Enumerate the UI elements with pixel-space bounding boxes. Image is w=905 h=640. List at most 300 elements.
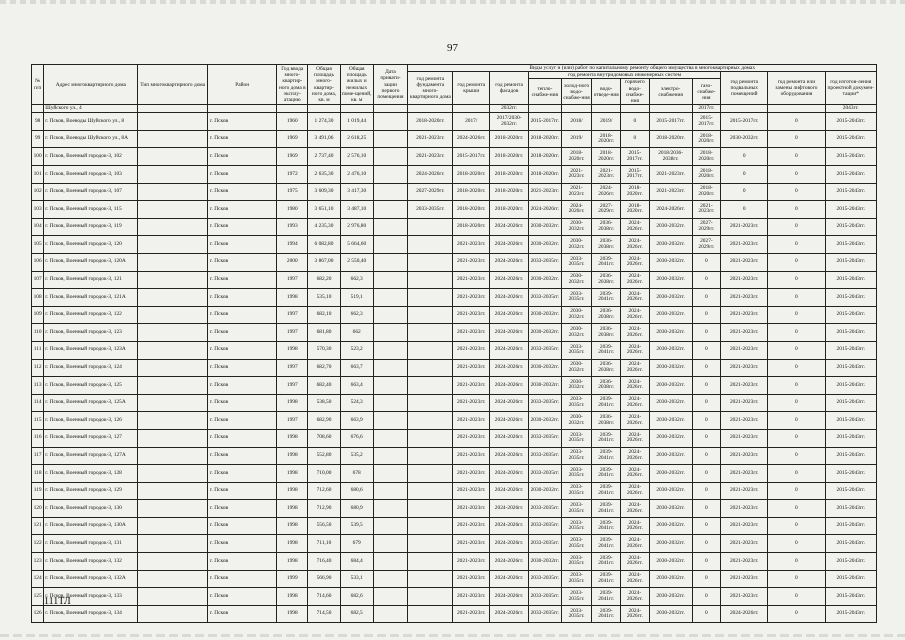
row-cold-water: 2033-2035гг. (561, 465, 592, 483)
row-type (138, 271, 208, 289)
row-cold-water: 2030-2032гг. (561, 324, 592, 342)
row-area-living: 682,6 (340, 588, 373, 606)
row-area-living: 662,3 (340, 306, 373, 324)
row-electro: 2030-2032гг. (649, 570, 692, 588)
row-foundation (408, 535, 453, 553)
row-area-total: 682,70 (308, 359, 341, 377)
row-facade: 2017/2030-2032гг. (490, 113, 529, 131)
row-rayon: г. Псков (207, 465, 277, 483)
row-gas: 0 (692, 517, 721, 535)
row-number: 125 (32, 588, 44, 606)
header-electro: электро-снабжения (649, 79, 692, 105)
row-electro: 2030-2032гг. (649, 482, 692, 500)
row-area-total: 4 235,30 (308, 218, 341, 236)
row-roof: 2021-2023гг. (453, 306, 490, 324)
row-area-total: 3 491,06 (308, 130, 341, 148)
row-rayon: г. Псков (207, 500, 277, 518)
row-facade: 2024-2026гг. (490, 429, 529, 447)
row-rayon: г. Псков (207, 553, 277, 571)
row-basement: 2021-2023гг. (721, 394, 768, 412)
row-facade: 2018-2020гг. (490, 201, 529, 219)
row-foundation: 2018-2020гг. (408, 113, 453, 131)
row-gas: 0 (692, 605, 721, 623)
row-privatization (373, 289, 408, 307)
row-area-total: 2 635,30 (308, 166, 341, 184)
row-hot-water: 2024-2026гг. (621, 535, 650, 553)
row-foundation (408, 394, 453, 412)
partial-address: Шуйского ул., 4 (44, 105, 138, 113)
row-number: 108 (32, 289, 44, 307)
row-gas: 0 (692, 588, 721, 606)
row-address: г. Псков, Военный городок-3, 122 (44, 306, 138, 324)
row-cold-water: 2033-2035гг. (561, 253, 592, 271)
table-row (32, 465, 877, 483)
scan-top-edge (0, 0, 905, 4)
row-electro: 2018-2020гг. (649, 130, 692, 148)
row-rayon: г. Псков (207, 341, 277, 359)
header-privatization: Дата привати-зации первого помещения (373, 65, 408, 105)
table-row (32, 130, 877, 148)
row-year: 1998 (277, 394, 308, 412)
table-row-partial (32, 105, 877, 113)
row-roof: 2018-2020гг. (453, 183, 490, 201)
row-facade: 2024-2026гг. (490, 588, 529, 606)
row-type (138, 605, 208, 623)
row-year: 1969 (277, 148, 308, 166)
row-hot-water: 2018-2020гг. (621, 201, 650, 219)
row-gas: 2018-2020гг. (692, 166, 721, 184)
row-hot-water: 2024-2026гг. (621, 236, 650, 254)
row-address: г. Псков, Военный городок-3, 130А (44, 517, 138, 535)
row-hot-water: 2024-2026гг. (621, 394, 650, 412)
row-roof: 2021-2023гг. (453, 517, 490, 535)
row-cold-water: 2024-2026гг. (561, 201, 592, 219)
row-address: г. Псков, Военный городок-3, 126 (44, 412, 138, 430)
row-facade: 2024-2026гг. (490, 359, 529, 377)
row-heat: 2033-2035гг. (529, 500, 562, 518)
row-area-total: 556,50 (308, 517, 341, 535)
row-foundation (408, 570, 453, 588)
row-area-living: 1 019,44 (340, 113, 373, 131)
row-gas: 0 (692, 482, 721, 500)
row-address: г. Псков, Военный городок-3, 127А (44, 447, 138, 465)
row-area-living: 663,9 (340, 412, 373, 430)
header-facade: год ремонта фасадов (490, 72, 529, 105)
row-heat: 2033-2035гг. (529, 253, 562, 271)
row-privatization (373, 500, 408, 518)
row-area-living: 2 976,80 (340, 218, 373, 236)
row-number: 116 (32, 429, 44, 447)
row-hot-water: 2024-2026гг. (621, 588, 650, 606)
row-area-living: 3 487,10 (340, 201, 373, 219)
row-area-total: 681,80 (308, 324, 341, 342)
table-row (32, 517, 877, 535)
row-number: 118 (32, 465, 44, 483)
row-year: 1998 (277, 517, 308, 535)
row-lift: 0 (768, 201, 825, 219)
row-year: 1997 (277, 412, 308, 430)
header-cold-water: холод-ного водо-снабже-ния (561, 79, 592, 105)
row-lift: 0 (768, 183, 825, 201)
row-gas: 0 (692, 429, 721, 447)
row-foundation (408, 482, 453, 500)
row-docs: 2015-2043гг. (825, 201, 876, 219)
row-basement: 2021-2023гг. (721, 535, 768, 553)
row-heat: 2033-2035гг. (529, 588, 562, 606)
row-basement: 2021-2023гг. (721, 482, 768, 500)
row-address: г. Псков, Военный городок-3, 123А (44, 341, 138, 359)
row-electro: 2030-2032гг. (649, 324, 692, 342)
table-row (32, 271, 877, 289)
row-heat: 2015-2017гг. (529, 113, 562, 131)
row-address: г. Псков, Военный городок-3, 125А (44, 394, 138, 412)
row-docs: 2015-2043гг. (825, 394, 876, 412)
row-lift: 0 (768, 218, 825, 236)
row-address: г. Псков, Военный городок-3, 128 (44, 465, 138, 483)
row-electro: 2030-2032гг. (649, 429, 692, 447)
table-row (32, 605, 877, 623)
row-gas: 0 (692, 359, 721, 377)
row-basement: 2021-2023гг. (721, 500, 768, 518)
row-basement: 0 (721, 201, 768, 219)
row-hot-water: 2024-2026гг. (621, 377, 650, 395)
row-roof: 2021-2023гг. (453, 500, 490, 518)
row-heat: 2033-2035гг. (529, 394, 562, 412)
row-electro: 2030-2032гг. (649, 236, 692, 254)
row-area-total: 714,50 (308, 605, 341, 623)
row-sewer: 2039-2041гг. (592, 517, 621, 535)
row-docs: 2015-2043гг. (825, 517, 876, 535)
row-roof: 2021-2023гг. (453, 535, 490, 553)
row-number: 124 (32, 570, 44, 588)
row-number: 106 (32, 253, 44, 271)
row-facade: 2024-2026гг. (490, 377, 529, 395)
row-type (138, 517, 208, 535)
row-lift: 0 (768, 306, 825, 324)
row-sewer: 2039-2041гг. (592, 447, 621, 465)
header-foundation: год ремонта фундамента много-квартирного дома (408, 72, 453, 105)
row-foundation (408, 324, 453, 342)
row-gas: 2027-2029гг. (692, 218, 721, 236)
row-heat: 2030-2032гг. (529, 306, 562, 324)
row-roof: 2021-2023гг. (453, 570, 490, 588)
row-area-total: 566,90 (308, 570, 341, 588)
row-number: 126 (32, 605, 44, 623)
row-lift: 0 (768, 517, 825, 535)
row-gas: 2018-2020гг. (692, 130, 721, 148)
row-privatization (373, 535, 408, 553)
row-foundation (408, 500, 453, 518)
row-roof: 2021-2023гг. (453, 553, 490, 571)
row-area-living: 676,6 (340, 429, 373, 447)
row-area-total: 682,20 (308, 271, 341, 289)
row-cold-water: 2033-2035гг. (561, 500, 592, 518)
row-basement: 2021-2023гг. (721, 377, 768, 395)
row-number: 105 (32, 236, 44, 254)
row-roof: 2021-2023гг. (453, 289, 490, 307)
row-lift: 0 (768, 289, 825, 307)
row-gas: 0 (692, 570, 721, 588)
table-row (32, 218, 877, 236)
row-privatization (373, 324, 408, 342)
row-rayon: г. Псков (207, 517, 277, 535)
row-area-living: 524,3 (340, 394, 373, 412)
row-hot-water: 0 (621, 130, 650, 148)
row-area-total: 6 082,80 (308, 236, 341, 254)
row-foundation (408, 429, 453, 447)
row-privatization (373, 517, 408, 535)
row-foundation (408, 605, 453, 623)
row-year: 1975 (277, 183, 308, 201)
row-basement: 2021-2023гг. (721, 271, 768, 289)
row-facade: 2024-2026гг. (490, 482, 529, 500)
row-cold-water: 2033-2035гг. (561, 570, 592, 588)
row-sewer: 2039-2041гг. (592, 289, 621, 307)
row-docs: 2015-2043гг. (825, 130, 876, 148)
row-area-living: 663,4 (340, 377, 373, 395)
footer-code: 111ТЛ (44, 596, 71, 607)
row-facade: 2024-2026гг. (490, 412, 529, 430)
row-sewer: 2039-2041гг. (592, 588, 621, 606)
row-cold-water: 2033-2035гг. (561, 429, 592, 447)
row-basement: 2021-2023гг. (721, 218, 768, 236)
table-row (32, 236, 877, 254)
row-type (138, 324, 208, 342)
row-rayon: г. Псков (207, 113, 277, 131)
row-roof: 2021-2023гг. (453, 588, 490, 606)
row-cold-water: 2033-2035гг. (561, 289, 592, 307)
row-year: 1998 (277, 500, 308, 518)
row-roof: 2021-2023гг. (453, 271, 490, 289)
row-area-total: 708,60 (308, 429, 341, 447)
row-electro: 2030-2032гг. (649, 289, 692, 307)
row-rayon: г. Псков (207, 482, 277, 500)
header-systems: год ремонта внутридомовых инженерных систем (529, 72, 721, 79)
row-roof: 2021-2023гг. (453, 324, 490, 342)
row-heat: 2018-2020гг. (529, 166, 562, 184)
row-hot-water: 0 (621, 113, 650, 131)
row-hot-water: 2024-2026гг. (621, 271, 650, 289)
row-sewer: 2036-2038гг. (592, 236, 621, 254)
row-gas: 0 (692, 447, 721, 465)
row-area-total: 570,30 (308, 341, 341, 359)
row-cold-water: 2033-2035гг. (561, 341, 592, 359)
row-rayon: г. Псков (207, 130, 277, 148)
row-gas: 0 (692, 271, 721, 289)
row-cold-water: 2030-2032гг. (561, 236, 592, 254)
row-foundation (408, 447, 453, 465)
row-electro: 2030-2032гг. (649, 271, 692, 289)
row-number: 102 (32, 183, 44, 201)
row-lift: 0 (768, 447, 825, 465)
header-gas: газо-снабже-ния (692, 79, 721, 105)
row-year: 1998 (277, 289, 308, 307)
row-area-living: 539,5 (340, 517, 373, 535)
row-rayon: г. Псков (207, 306, 277, 324)
row-type (138, 236, 208, 254)
row-area-living: 678 (340, 465, 373, 483)
row-address: г. Псков, Военный городок-3, 127 (44, 429, 138, 447)
row-type (138, 359, 208, 377)
row-docs: 2015-2043гг. (825, 113, 876, 131)
row-basement: 2021-2023гг. (721, 429, 768, 447)
row-electro: 2030-2032гг. (649, 553, 692, 571)
row-cold-water: 2019/ (561, 130, 592, 148)
row-sewer: 2039-2041гг. (592, 465, 621, 483)
row-privatization (373, 482, 408, 500)
row-facade: 2018-2020гг. (490, 130, 529, 148)
row-rayon: г. Псков (207, 359, 277, 377)
row-area-living: 5 664,60 (340, 236, 373, 254)
row-rayon: г. Псков (207, 394, 277, 412)
row-foundation (408, 517, 453, 535)
table-row (32, 447, 877, 465)
row-docs: 2015-2043гг. (825, 605, 876, 623)
row-foundation (408, 218, 453, 236)
row-type (138, 130, 208, 148)
row-foundation (408, 341, 453, 359)
header-docs: год изготов-ления проектной докумен-тации* (825, 72, 876, 105)
row-facade: 2018-2020гг. (490, 166, 529, 184)
row-year: 1993 (277, 218, 308, 236)
row-heat: 2030-2032гг. (529, 553, 562, 571)
row-sewer: 2036-2038гг. (592, 377, 621, 395)
row-rayon: г. Псков (207, 289, 277, 307)
row-cold-water: 2018/ (561, 113, 592, 131)
row-docs: 2015-2043гг. (825, 166, 876, 184)
row-address: г. Псков, Военный городок-3, 133 (44, 588, 138, 606)
row-lift: 0 (768, 465, 825, 483)
row-roof: 2021-2023гг. (453, 253, 490, 271)
row-privatization (373, 553, 408, 571)
row-year: 1998 (277, 535, 308, 553)
row-address: г. Псков, Военный городок-3, 103 (44, 166, 138, 184)
table-header (32, 65, 877, 105)
table-row (32, 289, 877, 307)
row-cold-water: 2033-2035гг. (561, 482, 592, 500)
row-electro: 2030-2032гг. (649, 500, 692, 518)
row-basement: 2021-2023гг. (721, 570, 768, 588)
row-type (138, 253, 208, 271)
row-type (138, 218, 208, 236)
row-privatization (373, 588, 408, 606)
row-year: 1999 (277, 570, 308, 588)
row-privatization (373, 570, 408, 588)
row-privatization (373, 377, 408, 395)
header-address: Адрес многоквартирного дома (44, 65, 138, 105)
row-hot-water: 2018-2020гг. (621, 183, 650, 201)
row-docs: 2015-2043гг. (825, 271, 876, 289)
header-roof: год ремонта крыши (453, 72, 490, 105)
table-row (32, 553, 877, 571)
row-docs: 2015-2043гг. (825, 553, 876, 571)
row-basement: 0 (721, 183, 768, 201)
row-docs: 2015-2043гг. (825, 447, 876, 465)
row-rayon: г. Псков (207, 377, 277, 395)
row-lift: 0 (768, 113, 825, 131)
row-year: 1998 (277, 482, 308, 500)
row-basement: 2021-2023гг. (721, 588, 768, 606)
row-rayon: г. Псков (207, 324, 277, 342)
row-number: 121 (32, 517, 44, 535)
row-heat: 2018-2020гг. (529, 148, 562, 166)
row-address: г. Псков, Военный городок-3, 120А (44, 253, 138, 271)
row-roof: 2015-2017гг. (453, 148, 490, 166)
row-sewer: 2018-2020гг. (592, 148, 621, 166)
row-cold-water: 2030-2032гг. (561, 412, 592, 430)
row-lift: 0 (768, 130, 825, 148)
row-sewer: 2027-2029гг. (592, 201, 621, 219)
row-sewer: 2039-2041гг. (592, 253, 621, 271)
row-heat: 2030-2032гг. (529, 324, 562, 342)
row-heat: 2033-2035гг. (529, 341, 562, 359)
row-type (138, 588, 208, 606)
row-privatization (373, 166, 408, 184)
row-facade: 2024-2026гг. (490, 605, 529, 623)
row-address: г. Псков, Военный городок-3, 120 (44, 236, 138, 254)
row-type (138, 500, 208, 518)
row-rayon: г. Псков (207, 429, 277, 447)
row-hot-water: 2024-2026гг. (621, 253, 650, 271)
row-lift: 0 (768, 377, 825, 395)
row-roof: 2021-2023гг. (453, 412, 490, 430)
row-facade: 2024-2026гг. (490, 306, 529, 324)
row-basement: 2024-2026гг. (721, 605, 768, 623)
row-basement: 2021-2023гг. (721, 465, 768, 483)
row-facade: 2024-2026гг. (490, 218, 529, 236)
row-docs: 2015-2043гг. (825, 482, 876, 500)
row-cold-water: 2030-2032гг. (561, 359, 592, 377)
row-basement: 0 (721, 148, 768, 166)
row-foundation: 2027-2029гг. (408, 183, 453, 201)
row-lift: 0 (768, 253, 825, 271)
row-roof: 2021-2023гг. (453, 236, 490, 254)
row-area-living: 662,3 (340, 271, 373, 289)
row-foundation: 2033-2035гг. (408, 201, 453, 219)
row-type (138, 447, 208, 465)
row-roof: 2021-2023гг. (453, 482, 490, 500)
row-year: 1997 (277, 306, 308, 324)
row-basement: 2021-2023гг. (721, 341, 768, 359)
row-rayon: г. Псков (207, 218, 277, 236)
row-gas: 0 (692, 465, 721, 483)
row-rayon: г. Псков (207, 183, 277, 201)
row-cold-water: 2030-2032гг. (561, 377, 592, 395)
row-hot-water: 2024-2026гг. (621, 341, 650, 359)
row-hot-water: 2024-2026гг. (621, 218, 650, 236)
row-hot-water: 2024-2026гг. (621, 500, 650, 518)
row-cold-water: 2030-2032гг. (561, 306, 592, 324)
row-hot-water: 2024-2026гг. (621, 306, 650, 324)
row-basement: 2021-2023гг. (721, 253, 768, 271)
row-number: 110 (32, 324, 44, 342)
table-row (32, 588, 877, 606)
row-heat: 2030-2032гг. (529, 359, 562, 377)
row-year: 1998 (277, 553, 308, 571)
row-docs: 2015-2043гг. (825, 218, 876, 236)
row-cold-water: 2033-2035гг. (561, 535, 592, 553)
header-sewer: водо-отведе-ния (592, 79, 621, 105)
row-area-total: 1 274,30 (308, 113, 341, 131)
row-area-total: 682,90 (308, 412, 341, 430)
header-num: № п/п (32, 65, 44, 105)
row-area-total: 711,10 (308, 535, 341, 553)
row-type (138, 553, 208, 571)
row-type (138, 341, 208, 359)
row-type (138, 306, 208, 324)
table-row (32, 341, 877, 359)
row-hot-water: 2024-2026гг. (621, 412, 650, 430)
